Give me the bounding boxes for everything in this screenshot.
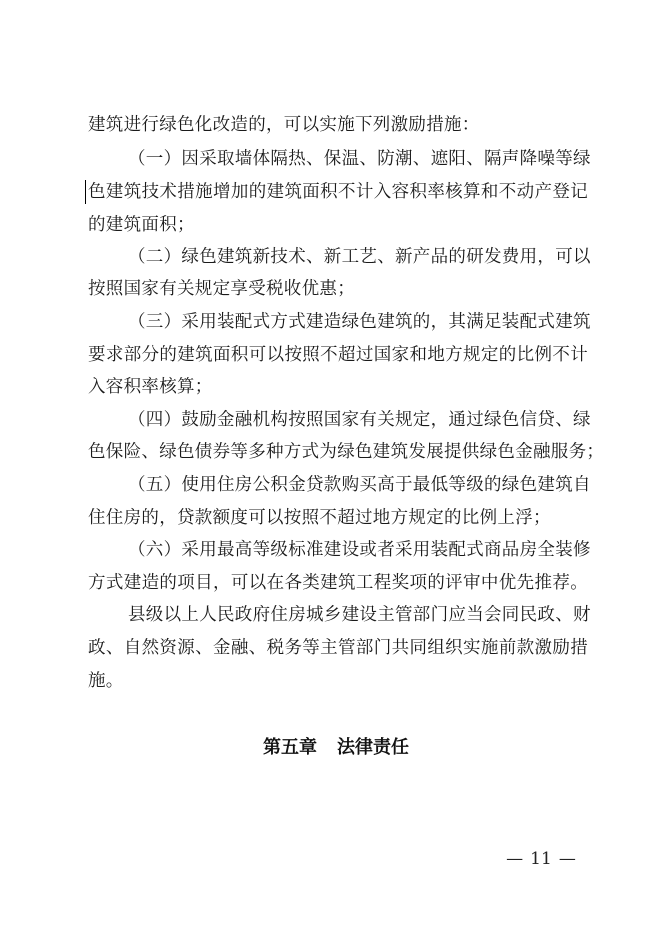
- page-number-dash-right: —: [558, 849, 576, 869]
- body-line-10: （四）鼓励金融机构按照国家有关规定，通过绿色信贷、绿: [128, 410, 591, 430]
- body-line-16: 县级以上人民政府住房城乡建设主管部门应当会同民政、财: [128, 605, 591, 625]
- body-line-17: 政、自然资源、金融、税务等主管部门共同组织实施前款激励措: [88, 638, 588, 658]
- chapter-heading: [0, 736, 672, 760]
- page-number-value: 11: [530, 849, 552, 869]
- chapter-title: 法律责任: [337, 737, 409, 758]
- chapter-number: 第五章: [263, 737, 317, 758]
- page-number-dash-left: —: [506, 849, 524, 869]
- body-line-4: 的建筑面积；: [88, 215, 195, 235]
- body-line-7: （三）采用装配式方式建造绿色建筑的，其满足装配式建筑: [128, 312, 591, 332]
- body-line-12: （五）使用住房公积金贷款购买高于最低等级的绿色建筑自: [128, 475, 591, 495]
- body-line-13: 住住房的，贷款额度可以按照不超过地方规定的比例上浮；: [88, 508, 551, 528]
- body-line-3: 色建筑技术措施增加的建筑面积不计入容积率核算和不动产登记: [88, 182, 588, 202]
- body-line-5: （二）绿色建筑新技术、新工艺、新产品的研发费用，可以: [128, 247, 591, 267]
- body-line-15: 方式建造的项目，可以在各类建筑工程奖项的评审中优先推荐。: [88, 573, 588, 593]
- body-line-2: （一）因采取墙体隔热、保温、防潮、遮阳、隔声降噪等绿: [128, 149, 591, 169]
- body-line-9: 入容积率核算；: [88, 377, 213, 397]
- body-line-1: 建筑进行绿色化改造的，可以实施下列激励措施：: [88, 115, 480, 135]
- body-line-8: 要求部分的建筑面积可以按照不超过国家和地方规定的比例不计: [88, 345, 588, 365]
- body-line-11: 色保险、绿色债券等多种方式为绿色建筑发展提供绿色金融服务；: [88, 442, 605, 462]
- page-number: [496, 848, 586, 870]
- text-cursor: [85, 180, 86, 204]
- body-line-18: 施。: [88, 671, 124, 691]
- body-line-14: （六）采用最高等级标准建设或者采用装配式商品房全装修: [128, 540, 591, 560]
- body-line-6: 按照国家有关规定享受税收优惠；: [88, 279, 355, 299]
